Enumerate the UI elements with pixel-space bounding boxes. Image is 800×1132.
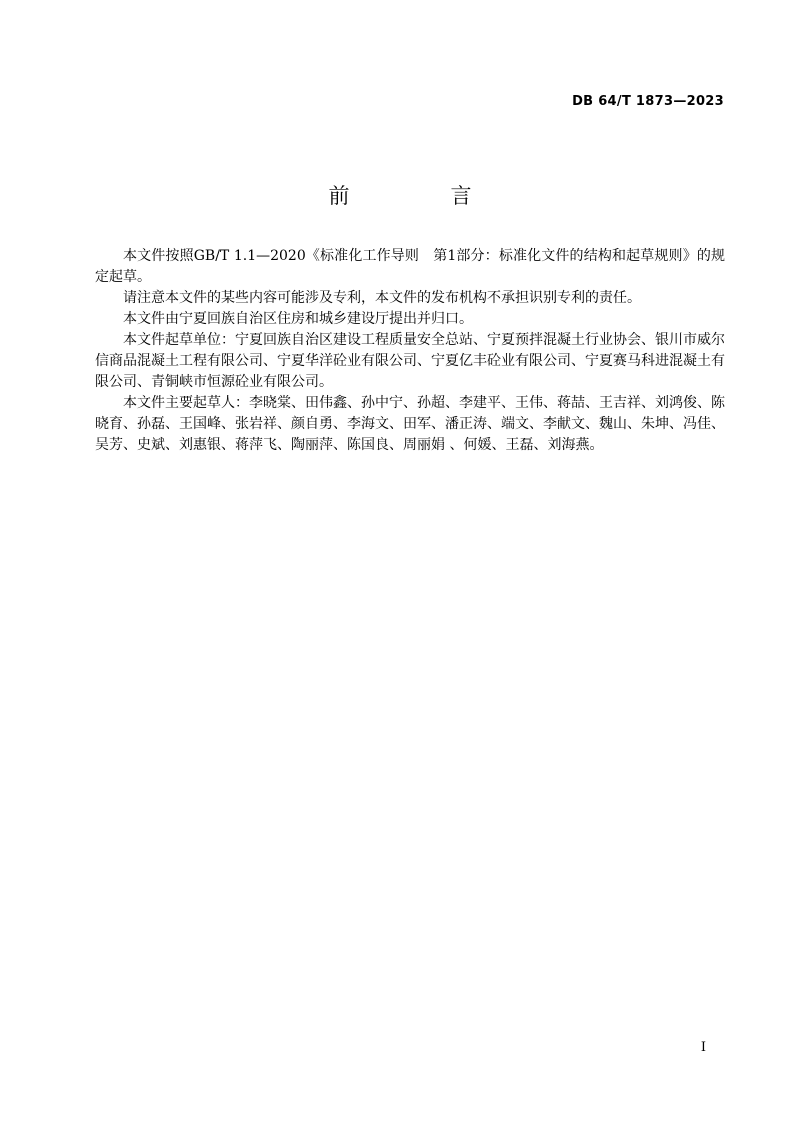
foreword-body [95, 246, 725, 456]
paragraph-drafting-units: 本文件起草单位：宁夏回族自治区建设工程质量安全总站、宁夏预拌混凝土行业协会、银川市威尔信商品混凝土工程有限公司、宁夏华洋砼业有限公司、宁夏亿丰砼业有限公司、宁夏赛马科进混凝土有限公司、青铜峡市恒源砼业有限公司。 [95, 332, 725, 390]
paragraph-drafting-rules: 本文件按照GB/T 1.1—2020《标准化工作导则 第1部分：标准化文件的结构和起草规则》的规定起草。 [95, 248, 725, 285]
page-title: 前 言 [328, 184, 512, 208]
standard-code: DB 64/T 1873—2023 [572, 94, 724, 109]
paragraph-proposer: 本文件由宁夏回族自治区住房和城乡建设厅提出并归口。 [123, 311, 473, 327]
page-number: I [700, 1040, 706, 1055]
paragraph-drafters: 本文件主要起草人：李晓棠、田伟鑫、孙中宁、孙超、李建平、王伟、蒋喆、王吉祥、刘鸿俊、陈晓育、孙磊、王国峰、张岩祥、颜自勇、李海文、田军、潘正涛、端文、李献文、魏山、朱坤、冯佳、吴芳、史斌、刘惠银、蒋萍飞、陶丽萍、陈国良、周丽娟 、何媛、王磊、刘海燕。 [95, 395, 725, 453]
paragraph-patent-notice: 请注意本文件的某些内容可能涉及专利，本文件的发布机构不承担识别专利的责任。 [123, 290, 641, 306]
